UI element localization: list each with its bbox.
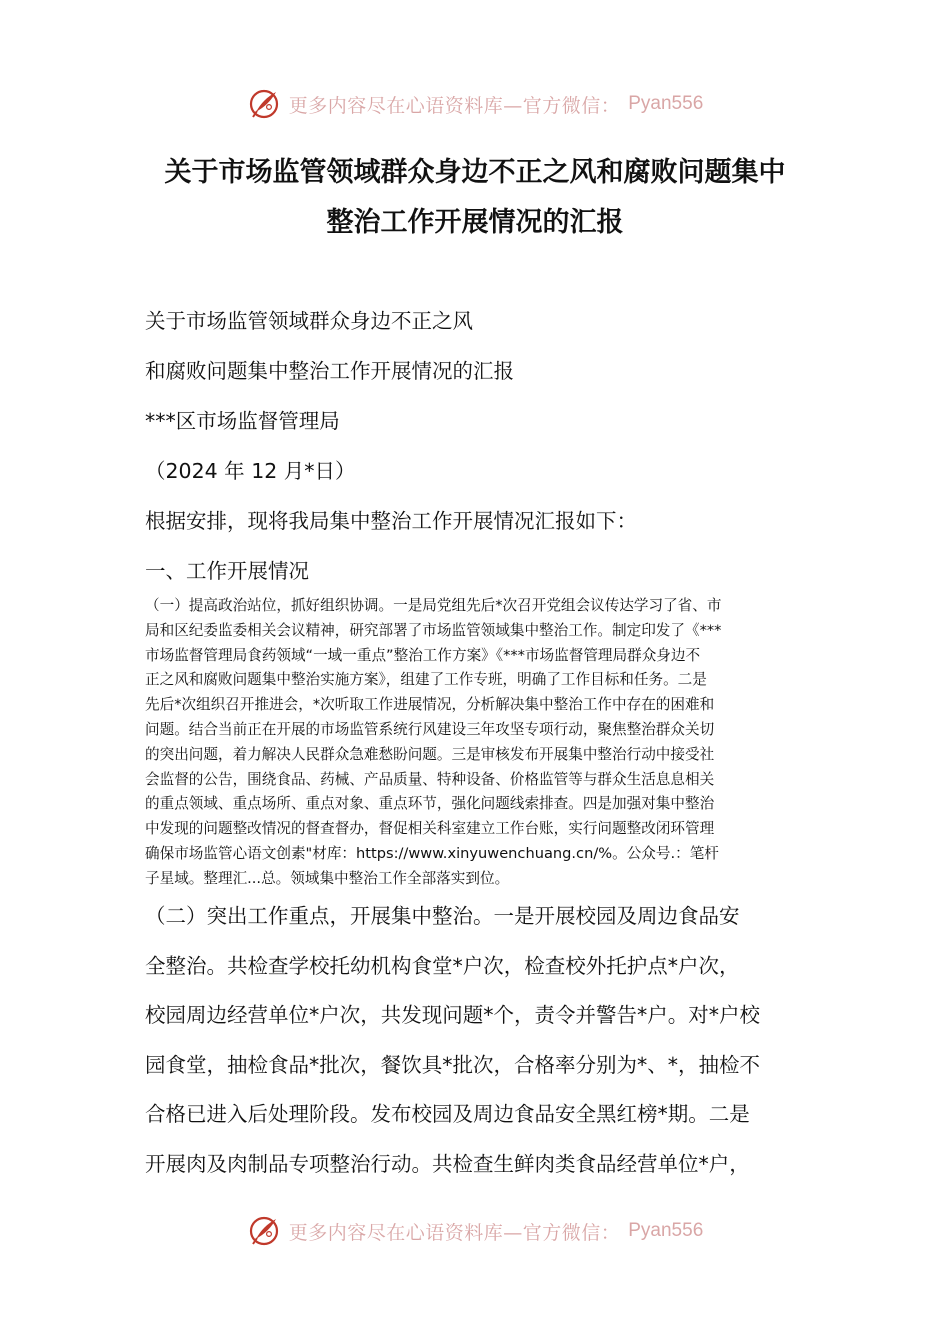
title-line-1: 关于市场监管领域群众身边不正之风和腐败问题集中 bbox=[164, 157, 786, 188]
section-heading-1: 一、工作开展情况 bbox=[145, 559, 309, 583]
paragraph-line: 子星域。整理汇...总。领域集中整治工作全部落实到位。 bbox=[145, 869, 510, 887]
paragraph-line: 中发现的问题整改情况的督查督办，督促相关科室建立工作台账，实行问题整改闭环管理 bbox=[145, 820, 715, 838]
paragraph-line: 确保市场监管心语文创素"材库：https://www.xinyuwenchuang.cn/%。公众号.：笔杆 bbox=[145, 844, 719, 862]
watermark-text: 更多内容尽在心语资料库—官方微信： bbox=[288, 94, 621, 117]
subtitle-line-1: 关于市场监管领域群众身边不正之风 bbox=[145, 309, 473, 333]
paragraph-line: 会监督的公告，围绕食品、药械、产品质量、特种设备、价格监管等与群众生活息息相关 bbox=[145, 770, 715, 788]
watermark-wechat-id: Pyan556 bbox=[628, 1220, 704, 1241]
paragraph-key-rectification bbox=[145, 892, 808, 1189]
paragraph-line: （一）提高政治站位，抓好组织协调。一是局党组先后*次召开党组会议传达学习了省、市 bbox=[145, 597, 722, 614]
paragraph-line: 开展肉及肉制品专项整治行动。共检查生鲜肉类食品经营单位*户， bbox=[145, 1151, 750, 1176]
subtitle-line-2: 和腐败问题集中整治工作开展情况的汇报 bbox=[145, 359, 514, 383]
paragraph-line: 园食堂，抽检食品*批次，餐饮具*批次，合格率分别为*、*，抽检不 bbox=[145, 1052, 760, 1077]
quill-logo-icon bbox=[247, 1214, 281, 1248]
quill-logo-icon bbox=[247, 87, 281, 121]
document-title bbox=[120, 148, 830, 248]
organization-name: ***区市场监督管理局 bbox=[145, 409, 340, 433]
paragraph-line: 市场监督管理局食药领域“一域一重点”整治工作方案》《***市场监督管理局群众身边不 bbox=[145, 646, 701, 664]
paragraph-line: 的突出问题，着力解决人民群众急难愁盼问题。三是审核发布开展集中整治行动中接受社 bbox=[145, 745, 715, 763]
watermark-text: 更多内容尽在心语资料库—官方微信： bbox=[288, 1221, 621, 1244]
paragraph-line: 局和区纪委监委相关会议精神，研究部署了市场监管领域集中整治工作。制定印发了《*** bbox=[145, 621, 722, 639]
report-date: （2024 年 12 月*日） bbox=[145, 459, 356, 483]
paragraph-line: 校园周边经营单位*户次，共发现问题*个，责令并警告*户。对*户校 bbox=[145, 1003, 760, 1027]
paragraph-line: 的重点领域、重点场所、重点对象、重点环节，强化问题线索排查。四是加强对集中整治 bbox=[145, 795, 715, 813]
paragraph-line: 合格已进入后处理阶段。发布校园及周边食品安全黑红榜*期。二是 bbox=[145, 1102, 750, 1126]
paragraph-line: （二）突出工作重点，开展集中整治。一是开展校园及周边食品安 bbox=[145, 904, 740, 928]
watermark-footer bbox=[0, 1211, 950, 1251]
title-line-2: 整治工作开展情况的汇报 bbox=[326, 207, 624, 238]
paragraph-line: 全整治。共检查学校托幼机构食堂*户次，检查校外托护点*户次， bbox=[145, 953, 740, 978]
paragraph-line: 先后*次组织召开推进会，*次听取工作进展情况，分析解决集中整治工作中存在的困难和 bbox=[145, 696, 715, 714]
intro-sentence: 根据安排，现将我局集中整治工作开展情况汇报如下： bbox=[145, 509, 637, 533]
watermark-wechat-id: Pyan556 bbox=[628, 93, 704, 114]
paragraph-line: 正之风和腐败问题集中整治实施方案》，组建了工作专班，明确了工作目标和任务。二是 bbox=[145, 671, 707, 689]
watermark-header bbox=[0, 84, 950, 124]
paragraph-political-coordination bbox=[145, 594, 808, 892]
paragraph-line: 问题。结合当前正在开展的市场监管系统行风建设三年攻坚专项行动，聚焦整治群众关切 bbox=[145, 720, 715, 738]
